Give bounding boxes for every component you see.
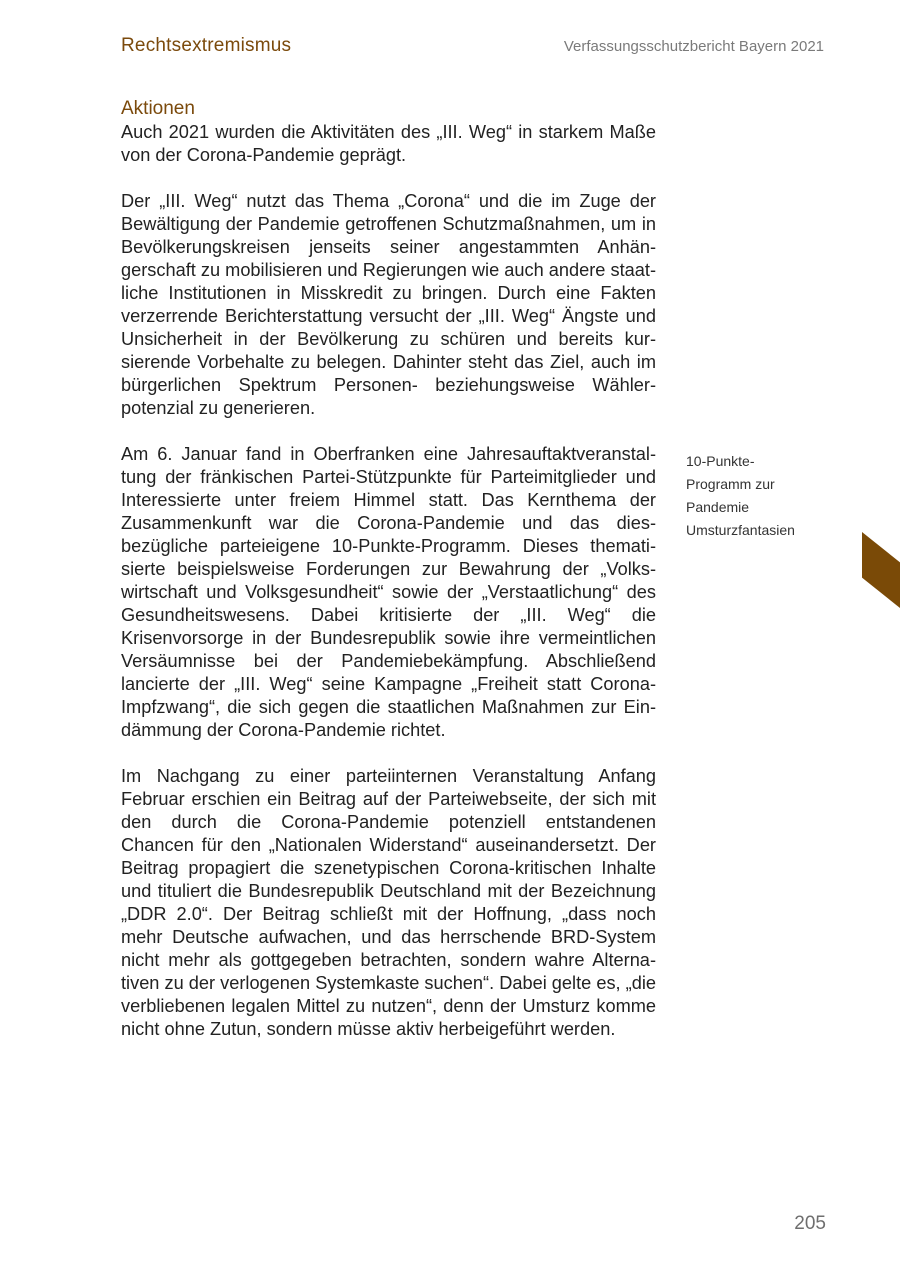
paragraph-1: Auch 2021 wurden die Aktivitäten des „III. Weg“ in starkem Maße von der Corona-Pandemie geprägt. xyxy=(121,122,656,165)
marginal-note-line: Umsturzfantasien xyxy=(686,522,795,538)
paragraph-3: Am 6. Januar fand in Oberfranken eine Jahresauftaktveranstaltung der fränkischen Partei-Stützpunkte für Parteimitglieder und Interessierte unter freiem Himmel statt. Das Kernthema der Zusammenkunft war die Corona-Pandemie und das diesbezügliche parteieigene 10-Punkte-Programm. Dieses thematisierte beispielsweise Forderungen zur Bewahrung der „Volkswirtschaft und Volksgesundheit“ sowie der „Verstaatlichung“ des Gesundheitswesens. Dabei kritisierte der „III. Weg“ die Krisenvorsorge in der Bundesrepublik sowie ihre vermeintlichen Versäumnisse bei der Pandemiebekämpfung. Abschließend lancierte der „III. Weg“ seine Kampagne „Freiheit statt Corona-Impfzwang“, die sich gegen die staatlichen Maßnahmen zur Eindämmung der Corona-Pandemie richtet. xyxy=(121,444,656,740)
body-text xyxy=(121,121,656,1064)
running-head-chapter: Rechtsextremismus xyxy=(121,35,292,56)
chapter-thumb-tab xyxy=(862,532,900,608)
running-head-publication: Verfassungsschutzbericht Bayern 2021 xyxy=(563,38,824,55)
paragraph-2: Der „III. Weg“ nutzt das Thema „Corona“ und die im Zuge der Bewältigung der Pandemie getroffenen Schutzmaßnahmen, um in Bevölkerungskreisen jenseits seiner angestammten Anhängerschaft zu mobilisieren und Regierungen wie auch andere staatliche Institutionen in Misskredit zu bringen. Durch eine Fakten verzerrende Berichterstattung versucht der „III. Weg“ Ängste und Unsicherheit in der Bevölkerung zu schüren und bereits kursierende Vorbehalte zu belegen. Dahinter steht das Ziel, auch im bürgerlichen Spektrum Personen- beziehungsweise Wählerpotenzial zu generieren. xyxy=(121,191,656,418)
marginal-note xyxy=(686,450,826,542)
paragraph-4: Im Nachgang zu einer parteiinternen Veranstaltung Anfang Februar erschien ein Beitrag auf der Parteiwebseite, der sich mit den durch die Corona-Pandemie potenziell entstandenen Chancen für den „Nationalen Widerstand“ auseinandersetzt. Der Beitrag propagiert die szenetypischen Corona-kritischen Inhalte und tituliert die Bundesrepublik Deutschland mit der Bezeichnung „DDR 2.0“. Der Beitrag schließt mit der Hoffnung, „dass noch mehr Deutsche aufwachen, und das herrschende BRD-System nicht mehr als gottgegeben betrachten, sondern wahre Alternativen zu der verlogenen Systemkaste suchen“. Dabei gelte es, „die verbliebenen legalen Mittel zu nutzen“, denn der Umsturz komme nicht ohne Zutun, sondern müsse aktiv herbeigeführt werden. xyxy=(121,766,656,1039)
marginal-note-line: 10-Punkte- xyxy=(686,453,755,469)
section-title: Aktionen xyxy=(121,98,195,119)
page-number: 205 xyxy=(794,1213,826,1234)
marginal-note-line: Programm zur xyxy=(686,476,775,492)
marginal-note-line: Pandemie xyxy=(686,499,750,515)
